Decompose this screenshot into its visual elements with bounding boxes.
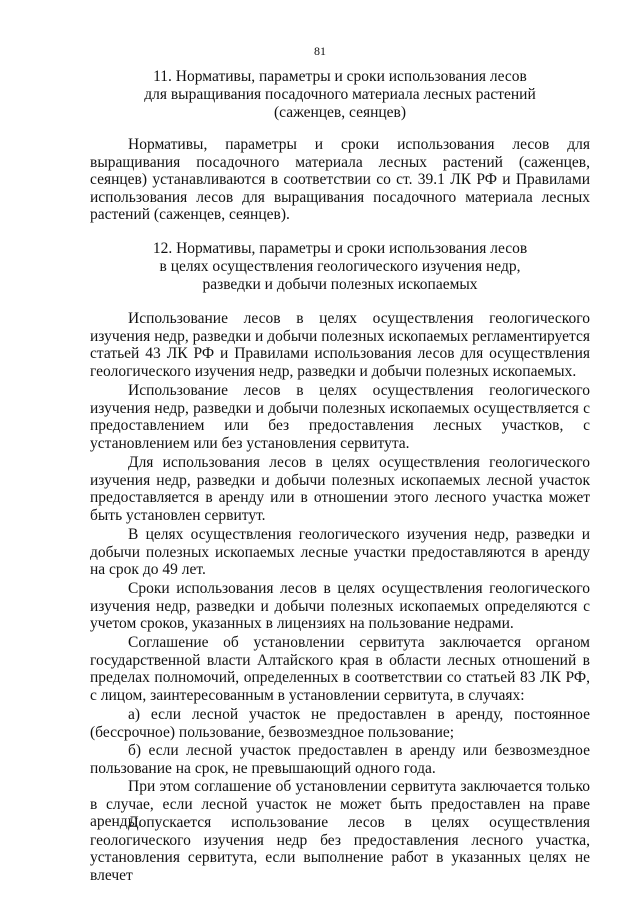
section-11-heading-line: 11. Нормативы, параметры и сроки использования лесов bbox=[153, 68, 527, 85]
section-12-paragraph: Соглашение об установлении сервитута заключается органом государственной власти Алтайского края в области лесных отношений в пределах полномочий, определенных в соответствии со статьей 83 ЛК РФ, с лицом, заинтересованным в установлении сервитута, в случаях: bbox=[90, 634, 590, 704]
list-item-b: б) если лесной участок предоставлен в аренду или безвозмездное пользование на срок, не превышающий одного года. bbox=[90, 742, 590, 777]
section-12-paragraph: Использование лесов в целях осуществления геологического изучения недр, разведки и добычи полезных ископаемых регламентируется статьей 43 ЛК РФ и Правилами использования лесов для осуществления геологического изучения недр, разведки и добычи полезных ископаемых. bbox=[90, 310, 590, 380]
section-12-paragraph: Сроки использования лесов в целях осуществления геологического изучения недр, разведки и добычи полезных ископаемых определяются с учетом сроков, указанных в лицензиях на пользование недрами. bbox=[90, 580, 590, 633]
section-11-heading-line: для выращивания посадочного материала лесных растений bbox=[144, 86, 536, 103]
section-12-heading bbox=[90, 240, 590, 294]
section-12-paragraph: Допускается использование лесов в целях осуществления геологического изучения недр без предоставления лесного участка, установления сервитута, если выполнение работ в указанных целях не влечет bbox=[90, 814, 590, 884]
section-12-paragraph: Для использования лесов в целях осуществления геологического изучения недр, разведки и добычи полезных ископаемых лесной участок предоставляется в аренду или в отношении этого лесного участка может быть установлен сервитут. bbox=[90, 454, 590, 524]
section-12-paragraph: В целях осуществления геологического изучения недр, разведки и добычи полезных ископаемых лесные участки предоставляются в аренду на срок до 49 лет. bbox=[90, 526, 590, 579]
section-12-paragraph: При этом соглашение об установлении сервитута заключается только в случае, если лесной участок не может быть предоставлен на праве аренды. bbox=[90, 778, 590, 831]
section-12-heading-line: разведки и добычи полезных ископаемых bbox=[202, 276, 478, 293]
page-number: 81 bbox=[314, 44, 326, 58]
section-12-heading-line: в целях осуществления геологического изучения недр, bbox=[159, 258, 521, 275]
section-12-paragraph: Использование лесов в целях осуществления геологического изучения недр, разведки и добычи полезных ископаемых осуществляется с предоставлением или без предоставления лесных участков, с установлением или без установления сервитута. bbox=[90, 382, 590, 452]
section-11-heading bbox=[90, 68, 590, 122]
list-item-a: а) если лесной участок не предоставлен в аренду, постоянное (бессрочное) пользование, безвозмездное пользование; bbox=[90, 706, 590, 741]
section-11-heading-line: (саженцев, сеянцев) bbox=[273, 104, 407, 121]
section-12-heading-line: 12. Нормативы, параметры и сроки использования лесов bbox=[152, 240, 528, 257]
section-11-paragraph: Нормативы, параметры и сроки использования лесов для выращивания посадочного материала лесных растений (саженцев, сеянцев) устанавливаются в соответствии со ст. 39.1 ЛК РФ и Правилами использования лесов для выращивания посадочного материала лесных растений (саженцев, сеянцев). bbox=[90, 136, 590, 224]
